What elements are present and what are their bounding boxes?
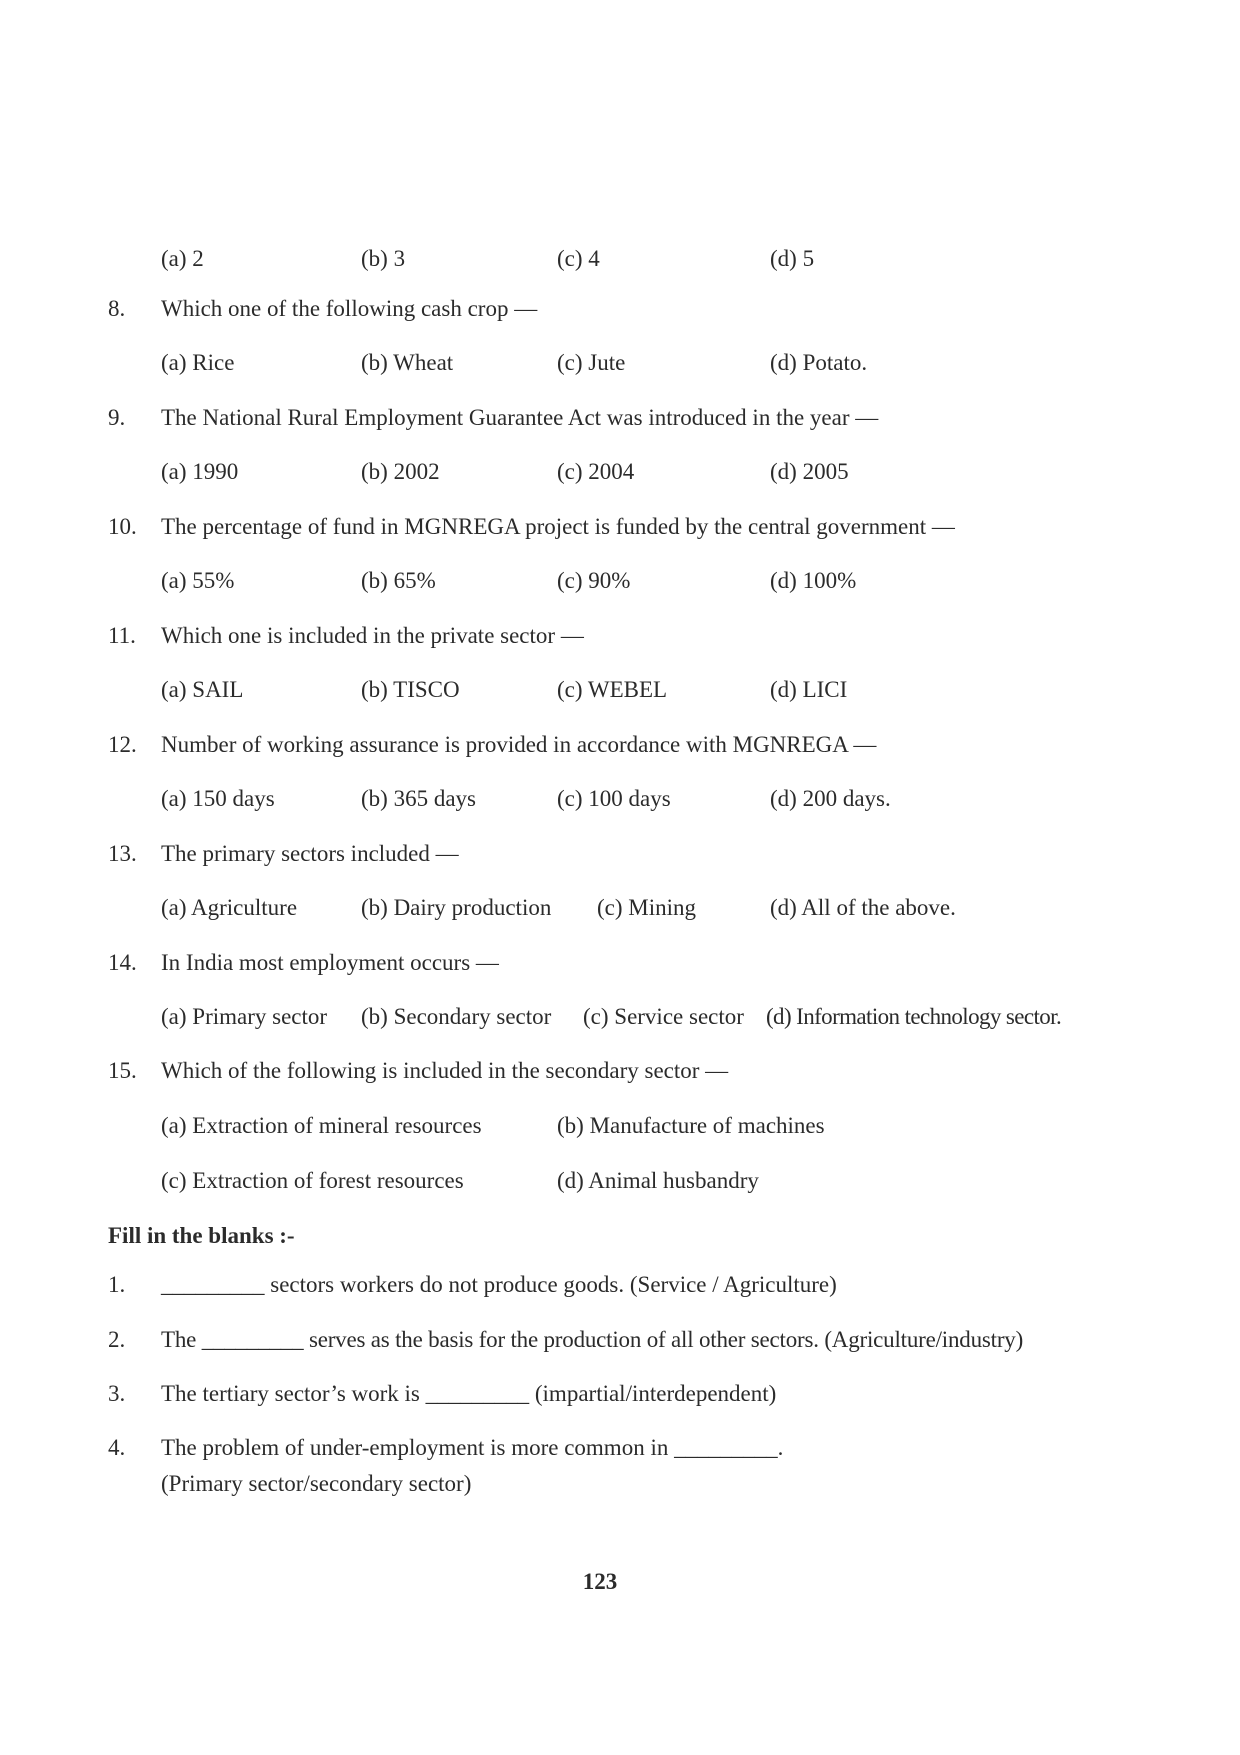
question-text: The National Rural Employment Guarantee Act was introduced in the year —: [161, 405, 879, 430]
option-b: (b) Secondary sector: [361, 1004, 552, 1029]
section-heading: Fill in the blanks :-: [108, 1223, 295, 1248]
option-d: (d) 2005: [770, 459, 849, 484]
option-c: (c) 4: [557, 246, 600, 271]
option-d: (d) 200 days.: [770, 786, 891, 811]
option-a: (a) Primary sector: [161, 1004, 328, 1029]
item-number: 2.: [108, 1327, 126, 1352]
item-number: 4.: [108, 1435, 126, 1460]
option-a: (a) SAIL: [161, 677, 244, 702]
item-number: 3.: [108, 1381, 126, 1406]
option-b: (b) Dairy production: [361, 895, 552, 920]
question-text: The primary sectors included —: [161, 841, 459, 866]
option-d: (d) 5: [770, 246, 815, 271]
question-number: 12.: [108, 732, 137, 757]
option-c: (c) Service sector: [583, 1004, 744, 1029]
question-text: Which one of the following cash crop —: [161, 296, 538, 321]
option-d: (d) Animal husbandry: [557, 1168, 759, 1193]
page-number: 123: [582, 1569, 618, 1594]
option-a: (a) 150 days: [161, 786, 275, 811]
option-d: (d) 100%: [770, 568, 857, 593]
option-c: (c) 2004: [557, 459, 635, 484]
option-c: (c) Extraction of forest resources: [161, 1168, 464, 1193]
question-text: Number of working assurance is provided in accordance with MGNREGA —: [161, 732, 877, 757]
question-number: 11.: [108, 623, 136, 648]
option-c: (c) WEBEL: [557, 677, 668, 702]
option-d: (d) Potato.: [770, 350, 868, 375]
item-text: The _________ serves as the basis for the production of all other sectors. (Agriculture/industry): [161, 1327, 1024, 1352]
question-text: The percentage of fund in MGNREGA project is funded by the central government —: [161, 514, 955, 539]
option-a: (a) Rice: [161, 350, 235, 375]
option-b: (b) 2002: [361, 459, 440, 484]
option-a: (a) 2: [161, 246, 204, 271]
option-a: (a) 1990: [161, 459, 239, 484]
question-text: In India most employment occurs —: [161, 950, 499, 975]
item-text: The tertiary sector’s work is _________ (impartial/interdependent): [161, 1381, 777, 1406]
option-b: (b) 365 days: [361, 786, 476, 811]
option-c: (c) 100 days: [557, 786, 671, 811]
question-text: Which one is included in the private sector —: [161, 623, 584, 648]
question-number: 13.: [108, 841, 137, 866]
option-d: (d) LICI: [770, 677, 848, 702]
item-text: The problem of under-employment is more common in _________.: [161, 1435, 784, 1460]
option-a: (a) 55%: [161, 568, 235, 593]
option-b: (b) TISCO: [361, 677, 460, 702]
option-b: (b) Wheat: [361, 350, 454, 375]
question-text: Which of the following is included in the secondary sector —: [161, 1058, 729, 1083]
option-a: (a) Agriculture: [161, 895, 298, 920]
item-text: _________ sectors workers do not produce goods. (Service / Agriculture): [161, 1272, 837, 1297]
option-b: (b) Manufacture of machines: [557, 1113, 825, 1138]
question-number: 15.: [108, 1058, 137, 1083]
option-d: (d) All of the above.: [770, 895, 956, 920]
question-number: 8.: [108, 296, 126, 321]
option-b: (b) 3: [361, 246, 406, 271]
option-a: (a) Extraction of mineral resources: [161, 1113, 482, 1138]
question-number: 10.: [108, 514, 137, 539]
option-c: (c) Jute: [557, 350, 626, 375]
item-choices: (Primary sector/secondary sector): [161, 1471, 472, 1496]
option-c: (c) 90%: [557, 568, 631, 593]
option-b: (b) 65%: [361, 568, 436, 593]
item-number: 1.: [108, 1272, 126, 1297]
question-number: 9.: [108, 405, 126, 430]
question-number: 14.: [108, 950, 137, 975]
option-c: (c) Mining: [597, 895, 697, 920]
option-d: (d) Information technology sector.: [766, 1004, 1062, 1029]
